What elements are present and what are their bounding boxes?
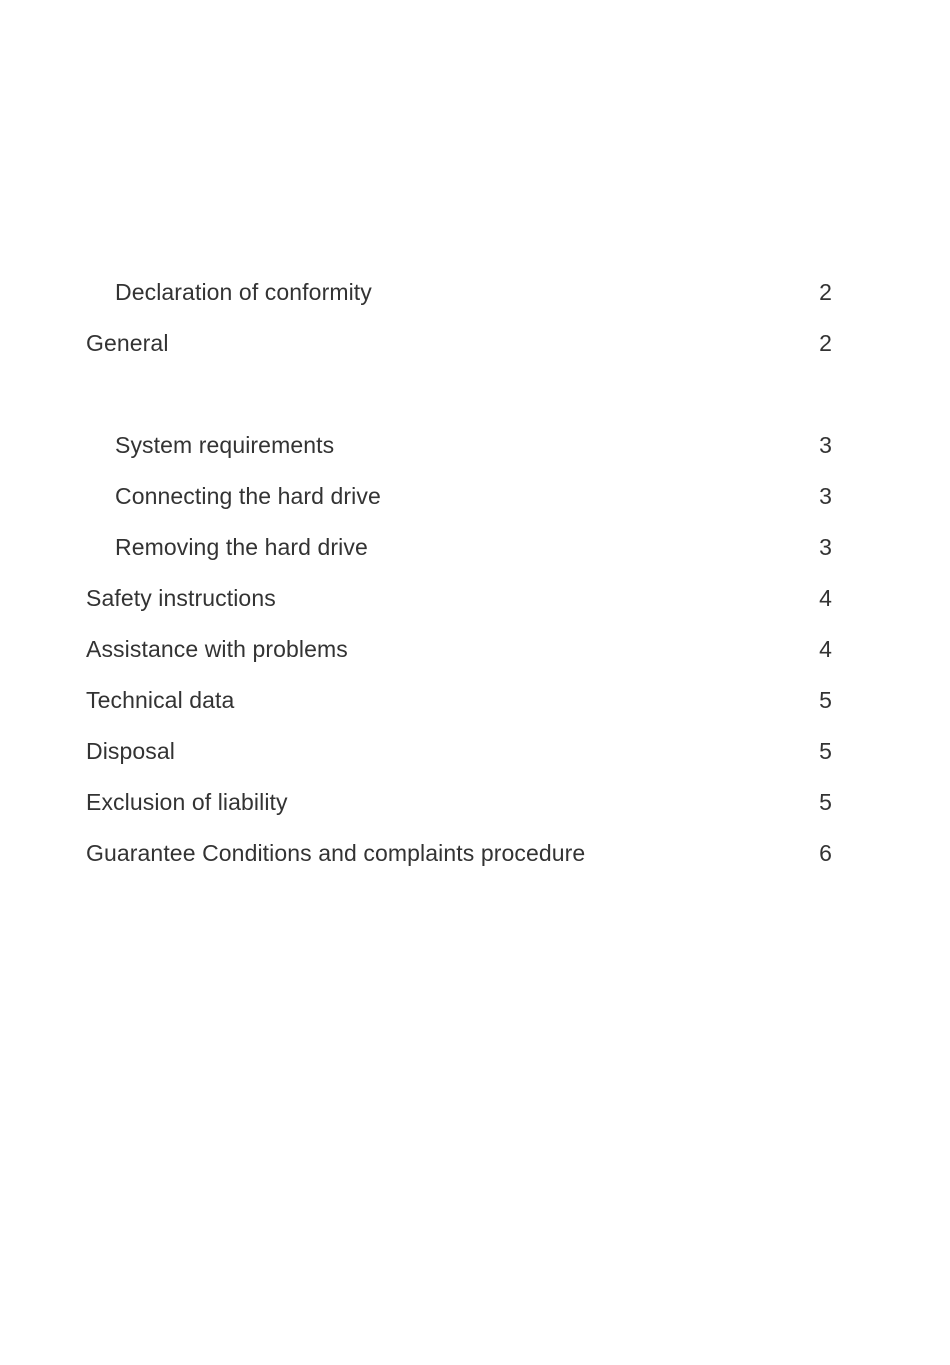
toc-entry-safety-instructions[interactable]	[86, 573, 832, 624]
toc-entry-page: 4	[819, 585, 832, 611]
toc-entry-disposal[interactable]	[86, 726, 832, 777]
toc-entry-declaration-of-conformity[interactable]	[86, 267, 832, 318]
toc-entry-title: Disposal	[86, 738, 176, 764]
toc-entry-title: Guarantee Conditions and complaints procedure	[86, 840, 586, 866]
toc-entry-page: 3	[819, 432, 832, 458]
toc-entry-page: 5	[819, 738, 832, 764]
table-of-contents	[86, 267, 832, 879]
toc-entry-guarantee-conditions[interactable]	[86, 828, 832, 879]
toc-entry-page: 2	[819, 330, 832, 356]
toc-entry-title: Connecting the hard drive	[115, 483, 381, 509]
toc-entry-technical-data[interactable]	[86, 675, 832, 726]
toc-entry-page: 3	[819, 534, 832, 560]
toc-entry-system-requirements[interactable]	[86, 420, 832, 471]
toc-entry-page: 4	[819, 636, 832, 662]
toc-entry-title: General	[86, 330, 169, 356]
toc-entry-title: Exclusion of liability	[86, 789, 288, 815]
toc-entry-connecting-hard-drive[interactable]	[86, 471, 832, 522]
toc-entry-title: Technical data	[86, 687, 235, 713]
toc-entry-title: Declaration of conformity	[115, 279, 372, 305]
toc-entry-assistance-with-problems[interactable]	[86, 624, 832, 675]
toc-entry-page: 3	[819, 483, 832, 509]
toc-entry-page: 6	[819, 840, 832, 866]
toc-entry-removing-hard-drive[interactable]	[86, 522, 832, 573]
toc-entry-page: 5	[819, 789, 832, 815]
toc-entry-title: System requirements	[115, 432, 335, 458]
toc-entry-title: Removing the hard drive	[115, 534, 368, 560]
toc-entry-title: Assistance with problems	[86, 636, 348, 662]
toc-spacer	[86, 369, 832, 420]
toc-entry-exclusion-of-liability[interactable]	[86, 777, 832, 828]
toc-entry-title: Safety instructions	[86, 585, 276, 611]
toc-entry-general[interactable]	[86, 318, 832, 369]
toc-entry-page: 2	[819, 279, 832, 305]
toc-entry-page: 5	[819, 687, 832, 713]
